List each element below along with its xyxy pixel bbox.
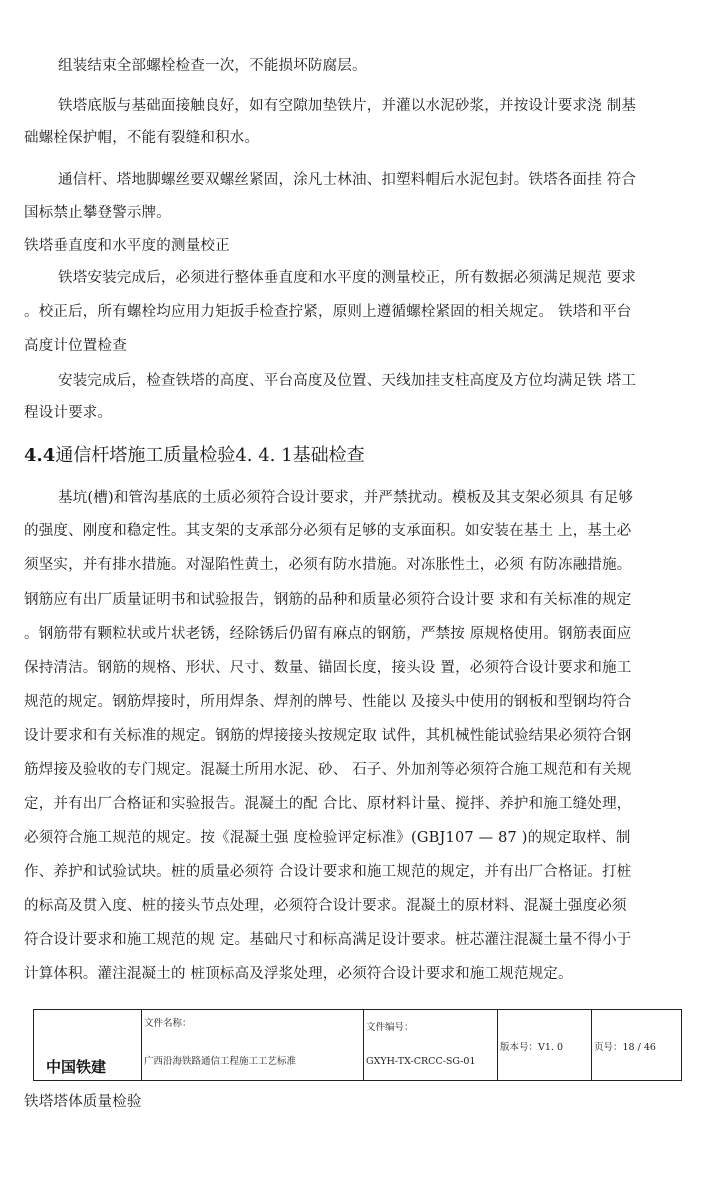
body-line: 保持清洁。钢筋的规格、形状、尺寸、数量、锚固长度，接头设 置，必须符合设计要求和施工 (24, 660, 632, 676)
footer-page-cell (592, 1010, 681, 1080)
footer-company-cell (34, 1010, 142, 1080)
paragraph-line: 础螺栓保护帽，不能有裂缝和积水。 (24, 130, 260, 146)
page-number-text: 页号：18 / 46 (594, 1042, 656, 1053)
body-line: 筋焊接及验收的专门规定。混凝土所用水泥、砂、 石子、外加剂等必须符合施工规范和有关规 (24, 762, 632, 778)
body-line: 的标高及贯入度、桩的接头节点处理，必须符合设计要求。混凝土的原材料、混凝土强度必须 (24, 898, 627, 914)
body-line: 规范的规定。钢筋焊接时，所用焊条、焊剂的牌号、性能以 及接头中使用的钢板和型钢均符合 (24, 694, 632, 710)
body-line: 作、养护和试验试块。桩的质量必须符 合设计要求和施工规范的规定，并有出厂合格证。打桩 (24, 864, 632, 880)
subsection-heading: 铁塔垂直度和水平度的测量校正 (24, 238, 230, 254)
company-logo-text: 中国铁建 (46, 1058, 107, 1076)
body-line: 基坑(槽)和管沟基底的土质必须符合设计要求，并严禁扰动。模板及其支架必须具 有足够 (58, 490, 634, 506)
section-heading (24, 444, 365, 468)
section-title: 通信杆塔施工质量检验4. 4. 1基础检查 (55, 445, 365, 466)
paragraph-line: 安装完成后，检查铁塔的高度、平台高度及位置、天线加挂支柱高度及方位均满足铁 塔工 (58, 373, 637, 389)
file-name-value: 广西沿海铁路通信工程施工工艺标准 (144, 1056, 297, 1067)
body-line: 设计要求和有关标准的规定。钢筋的焊接接头按规定取 试件，其机械性能试验结果必须符合钢 (24, 728, 632, 744)
paragraph-line: 。校正后，所有螺栓均应用力矩扳手检查拧紧，原则上遵循螺栓紧固的相关规定。 铁塔和平台 (24, 304, 632, 320)
footer-version-cell (498, 1010, 592, 1080)
paragraph-line: 铁塔底版与基础面接触良好，如有空隙加垫铁片，并灌以水泥砂浆，并按设计要求浇 制基 (58, 98, 637, 114)
footer-fileno-cell (364, 1010, 498, 1080)
file-name-label: 文件名称： (144, 1018, 192, 1029)
file-number-label: 文件编号： (366, 1022, 414, 1033)
body-line: 符合设计要求和施工规范的规 定。基础尺寸和标高满足设计要求。桩芯灌注混凝土量不得小于 (24, 932, 632, 948)
paragraph-line: 通信杆、塔地脚螺丝要双螺丝紧固，涂凡士林油、扣塑料帽后水泥包封。铁塔各面挂 符合 (58, 172, 637, 188)
subsection-heading: 高度计位置检查 (24, 338, 127, 354)
file-number-value: GXYH-TX-CRCC-SG-01 (366, 1056, 476, 1067)
paragraph-line: 程设计要求。 (24, 405, 113, 421)
section-number: 4.4 (24, 445, 56, 466)
body-line: 的强度、刚度和稳定性。其支架的支承部分必须有足够的支承面积。如安装在基土 上，基土必 (24, 523, 632, 539)
version-text: 版本号：V1. 0 (500, 1042, 563, 1053)
body-line: 定，并有出厂合格证和实验报告。混凝土的配 合比、原材料计量、搅拌、养护和施工缝处理， (24, 796, 632, 812)
body-line: 计算体积。灌注混凝土的 桩顶标高及浮浆处理，必须符合设计要求和施工规范规定。 (24, 966, 573, 982)
body-line: 钢筋应有出厂质量证明书和试验报告，钢筋的品种和质量必须符合设计要 求和有关标准的规定 (24, 592, 632, 608)
body-line: 须坚实，并有排水措施。对湿陷性黄土，必须有防水措施。对冻胀性土，必须 有防冻融措施。 (24, 557, 632, 573)
trailing-heading: 铁塔塔体质量检验 (24, 1094, 142, 1110)
body-line: 必须符合施工规范的规定。按《混凝土强 度检验评定标准》(GBJ107 — 87 )的规定取样、制 (24, 830, 631, 846)
paragraph-line: 国标禁止攀登警示牌。 (24, 205, 171, 221)
footer-info-table (33, 1009, 682, 1081)
footer-filename-cell (142, 1010, 364, 1080)
body-line: 。钢筋带有颗粒状或片状老锈，经除锈后仍留有麻点的钢筋，严禁按 原规格使用。钢筋表面应 (24, 626, 632, 642)
paragraph-line: 组装结束全部螺栓检查一次，不能损坏防腐层。 (58, 58, 367, 74)
paragraph-line: 铁塔安装完成后，必须进行整体垂直度和水平度的测量校正，所有数据必须满足规范 要求 (58, 270, 637, 286)
